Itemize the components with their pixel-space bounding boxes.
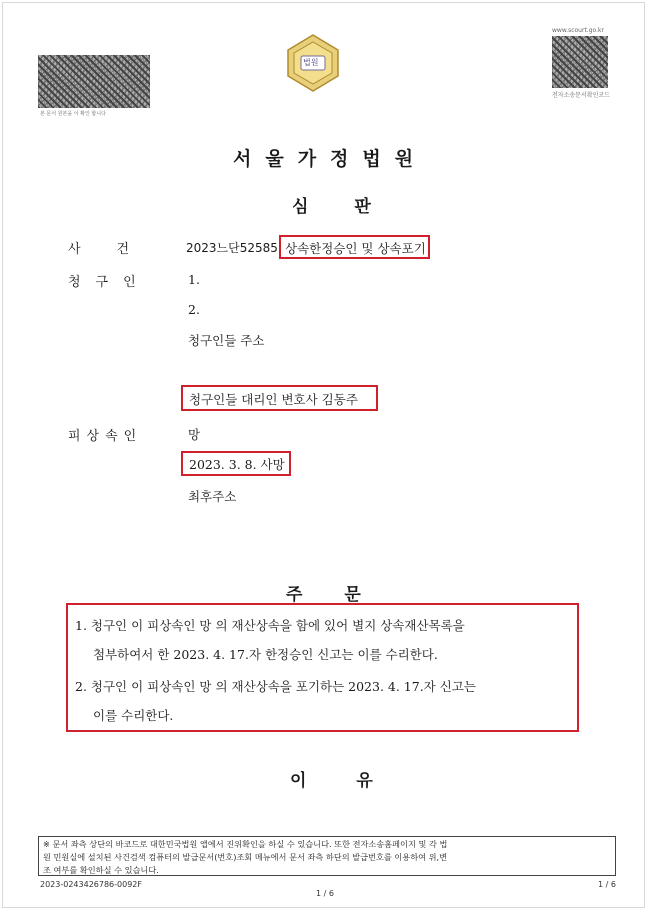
case-label-text: 사건 — [68, 242, 166, 257]
deceased-name: 망 — [188, 427, 201, 442]
court-url: www.scourt.go.kr — [552, 27, 604, 34]
electronic-filing-qr — [552, 36, 608, 88]
case-label — [68, 238, 165, 257]
deceased-label — [68, 425, 142, 444]
page-number-center: 1 / 6 — [316, 889, 334, 898]
case-name: 상속한정승인 및 상속포기 — [285, 241, 426, 256]
barcode-caption: 본 문서 원본을 이 확인 합니다 — [40, 111, 106, 117]
order-item-2-line-1: 2. 청구인 이 피상속인 망 의 재산상속을 포기하는 2023. 4. 17.자 신고는 — [75, 679, 476, 694]
document-title — [292, 192, 417, 217]
order-item-2-line-2: 이를 수리한다. — [93, 708, 174, 723]
claimant-attorney: 청구인들 대리인 변호사 김동주 — [189, 392, 358, 407]
claimant-label — [68, 271, 151, 290]
notice-line-3: 조 여부를 확인하실 수 있습니다. — [43, 865, 159, 875]
notice-line-2: 원 민원실에 설치된 사건검색 컴퓨터의 발급문서(번호)조회 메뉴에서 문서 좌측 하단의 발급번호를 이용하여 위,변 — [43, 852, 448, 862]
document-title-text: 심판 — [292, 197, 417, 217]
case-number: 2023느단52585 — [186, 241, 278, 255]
verification-barcode — [38, 55, 150, 108]
emblem-label: 법원 — [303, 58, 319, 67]
claimant-item-2: 2. — [188, 302, 200, 317]
claimant-item-1: 1. — [188, 272, 200, 287]
qr-caption: 전자소송문서확인코드 — [552, 92, 610, 99]
order-title-text: 주 문 — [286, 585, 379, 605]
authenticity-notice — [38, 836, 616, 876]
order-item-1-line-1: 1. 청구인 이 피상속인 망 의 재산상속을 함에 있어 별지 상속재산목록을 — [75, 618, 465, 633]
death-date: 2023. 3. 8. 사망 — [189, 457, 285, 472]
last-address: 최후주소 — [188, 489, 237, 504]
reason-title-text: 이 유 — [290, 771, 395, 791]
page-number-right: 1 / 6 — [598, 880, 616, 889]
claimant-address: 청구인들 주소 — [188, 333, 265, 348]
claimant-label-text: 청구인 — [68, 275, 151, 290]
court-title: 서울가정법원 — [233, 148, 428, 170]
issue-number: 2023-0243426786-0092F — [40, 880, 142, 889]
notice-line-1: ※ 문서 좌측 상단의 바코드로 대한민국법원 앱에서 진위확인을 하실 수 있습니다. 또한 전자소송홈페이지 및 각 법 — [43, 839, 448, 849]
deceased-label-text: 피상속인 — [68, 429, 143, 444]
reason-title — [290, 766, 395, 791]
order-item-1-line-2: 첨부하여서 한 2023. 4. 17.자 한정승인 신고는 이를 수리한다. — [93, 647, 438, 662]
order-title — [286, 580, 379, 605]
